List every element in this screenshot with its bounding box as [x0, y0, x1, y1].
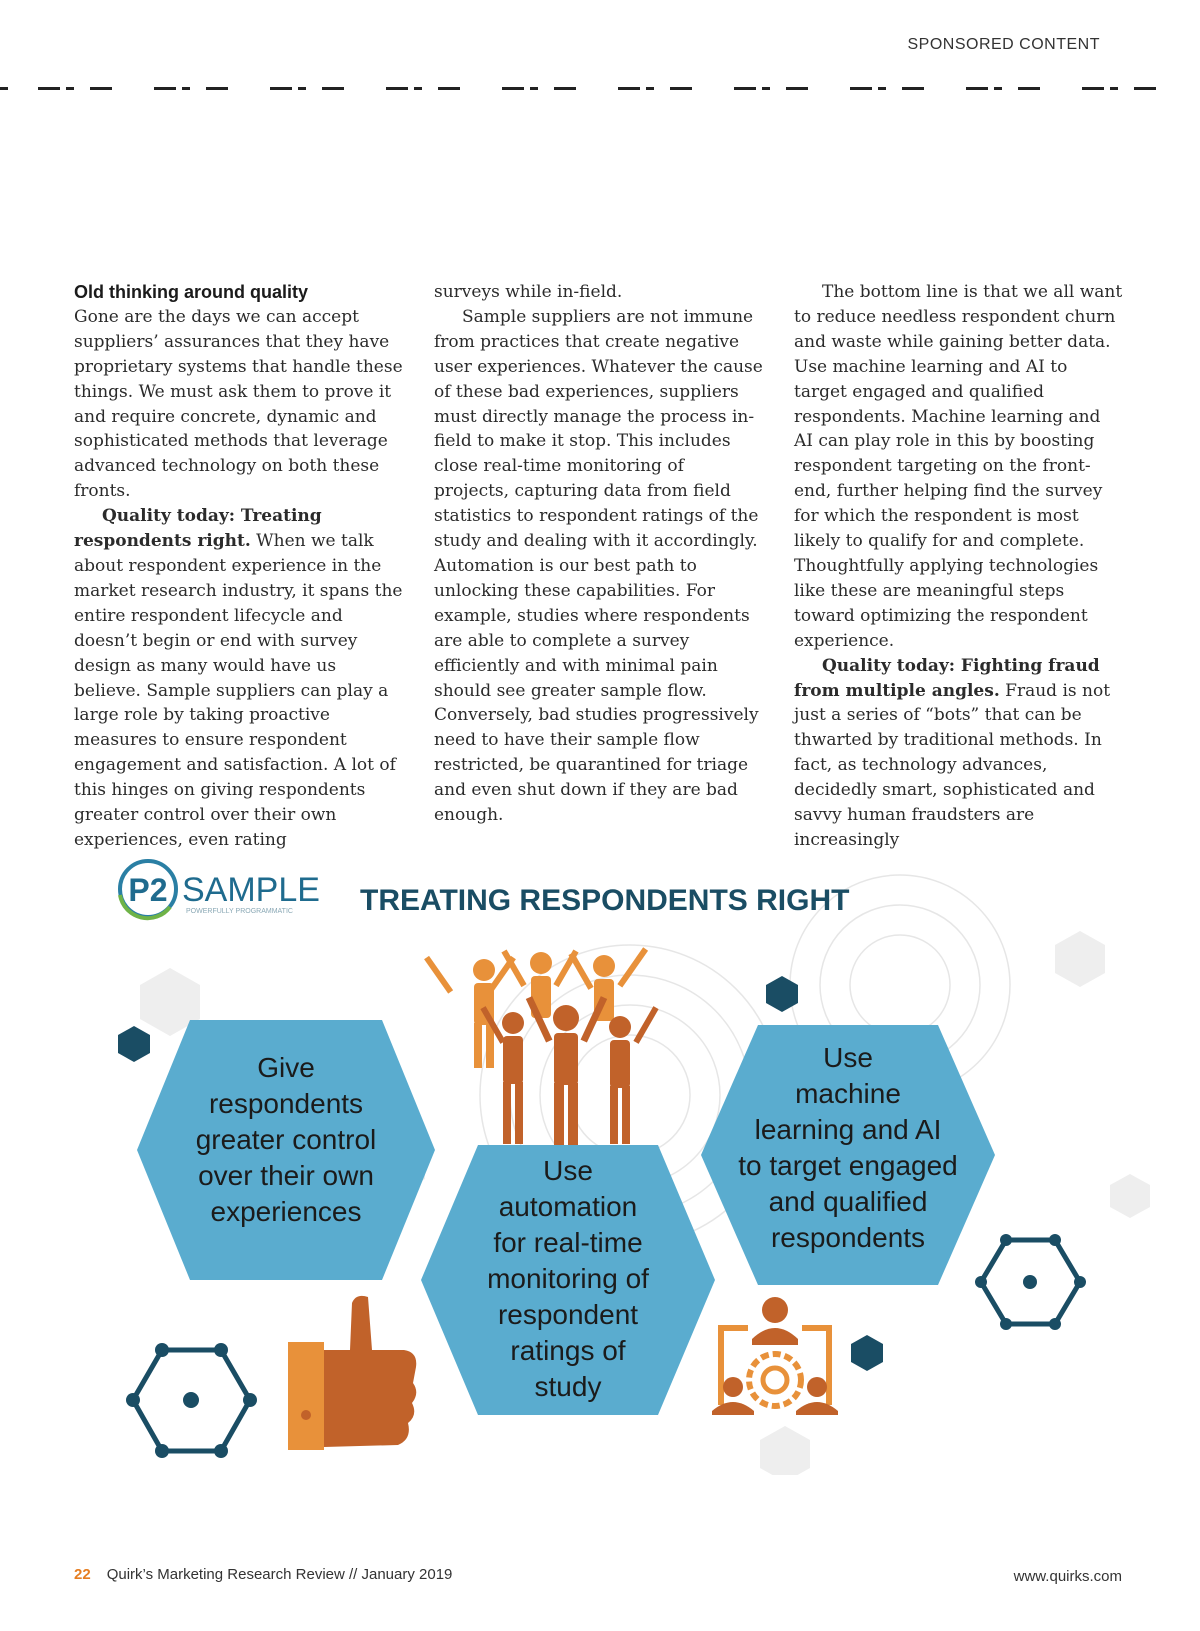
paragraph: Gone are the days we can accept suppliers’ assurances that they have proprietary systems that handle these things. We must ask them to prove it and require concrete, dynamic and sophisticated methods that leverage advanced technology on both these fronts.: [74, 306, 403, 502]
logo-tagline: POWERFULLY PROGRAMMATIC: [186, 908, 293, 915]
hex-right-line: respondents: [770, 1222, 926, 1253]
hex-left-line: over their own: [198, 1160, 374, 1191]
paragraph: [794, 654, 1124, 853]
hex-right-line: learning and AI: [754, 1114, 942, 1145]
hex-left-line: respondents: [208, 1088, 364, 1119]
hex-left-line: greater control: [195, 1124, 377, 1155]
network-nodes: [126, 1343, 257, 1458]
infographic: [0, 855, 1200, 1475]
article-column-1: [74, 280, 404, 853]
people-celebrating-icon: [424, 947, 658, 1161]
run-in-heading: Quality today: Treating respondents right.: [74, 506, 322, 552]
small-hexagon: [766, 976, 798, 1012]
paragraph-text: Fraud is not just a series of “bots” that can be thwarted by traditional methods. In fact, as technology advances, decidedly smart, sophisticated and savvy human fraudsters are increasingly: [794, 680, 1111, 850]
article-column-2: [434, 280, 764, 828]
hex-right-line: to target engaged: [738, 1150, 958, 1181]
hex-middle-line: study: [534, 1371, 602, 1402]
section-heading: Old thinking around quality: [74, 282, 308, 302]
hex-middle-line: respondent: [497, 1299, 639, 1330]
team-gear-icon: [712, 1297, 838, 1415]
paragraph: surveys while in-field.: [434, 282, 623, 302]
hex-right-line: Use: [823, 1042, 873, 1073]
footer-url[interactable]: www.quirks.com: [1013, 1568, 1122, 1585]
infographic-title: TREATING RESPONDENTS RIGHT: [360, 884, 850, 917]
hex-middle-line: for real-time: [493, 1227, 643, 1258]
hex-middle-line: Use: [543, 1155, 593, 1186]
hex-middle-line: automation: [498, 1191, 638, 1222]
paragraph-text: When we talk about respondent experience in the market research industry, it spans the entire respondent lifecycle and doesn’t begin or end with survey design as many would have us believe. Sample suppliers can play a large role by taking proactive measures to ensure respondent engagement and satisfaction. A lot of this hinges on giving respondents greater control over their own experiences, even rating: [74, 531, 403, 850]
network-nodes: [975, 1234, 1086, 1330]
hex-middle-line: monitoring of: [487, 1263, 649, 1294]
p2-sample-logo: [120, 861, 320, 918]
hex-right-line: machine: [795, 1078, 901, 1109]
run-in-heading: Quality today: Fighting fraud from multiple angles.: [794, 655, 1100, 701]
logo-word: SAMPLE: [182, 871, 320, 909]
small-hexagon: [118, 1026, 150, 1062]
paragraph: The bottom line is that we all want to reduce needless respondent churn and waste while gaining better data. Use machine learning and AI to target engaged and qualified respondents. Machine learning and AI can play role in this by boosting respondent targeting on the front-end, further helping find the survey for which the respondent is most likely to qualify for and complete. Thoughtfully applying technologies like these are meaningful steps toward optimizing the respondent experience.: [794, 282, 1123, 651]
paragraph: [74, 504, 404, 853]
small-hexagon: [851, 1335, 883, 1371]
hex-middle-line: ratings of: [510, 1335, 626, 1366]
hex-right-line: and qualified: [768, 1186, 928, 1217]
article-column-3: [794, 280, 1124, 853]
publication-name: Quirk’s Marketing Research Review // January 2019: [106, 1566, 453, 1583]
dashed-rule: [0, 86, 1200, 92]
hex-left-line: Give: [257, 1052, 315, 1083]
hex-left-line: experiences: [210, 1196, 362, 1227]
paragraph: Sample suppliers are not immune from practices that create negative user experiences. Whatever the cause of these bad experiences, suppliers must directly manage the process in-field to make it stop. This includes close real-time monitoring of projects, capturing data from field statistics to respondent ratings of the study and dealing with it accordingly. Automation is our best path to unlocking these capabilities. For example, studies where respondents are able to complete a survey efficiently and with minimal pain should see greater sample flow. Conversely, bad studies progressively need to have their sample flow restricted, be quarantined for triage and even shut down if they are bad enough.: [434, 306, 763, 826]
logo-mark: P2: [128, 872, 168, 908]
footer-publication: [74, 1566, 452, 1583]
sponsored-label: SPONSORED CONTENT: [907, 36, 1100, 53]
thumbs-up-icon: [288, 1296, 416, 1450]
page-number: 22: [74, 1566, 91, 1583]
